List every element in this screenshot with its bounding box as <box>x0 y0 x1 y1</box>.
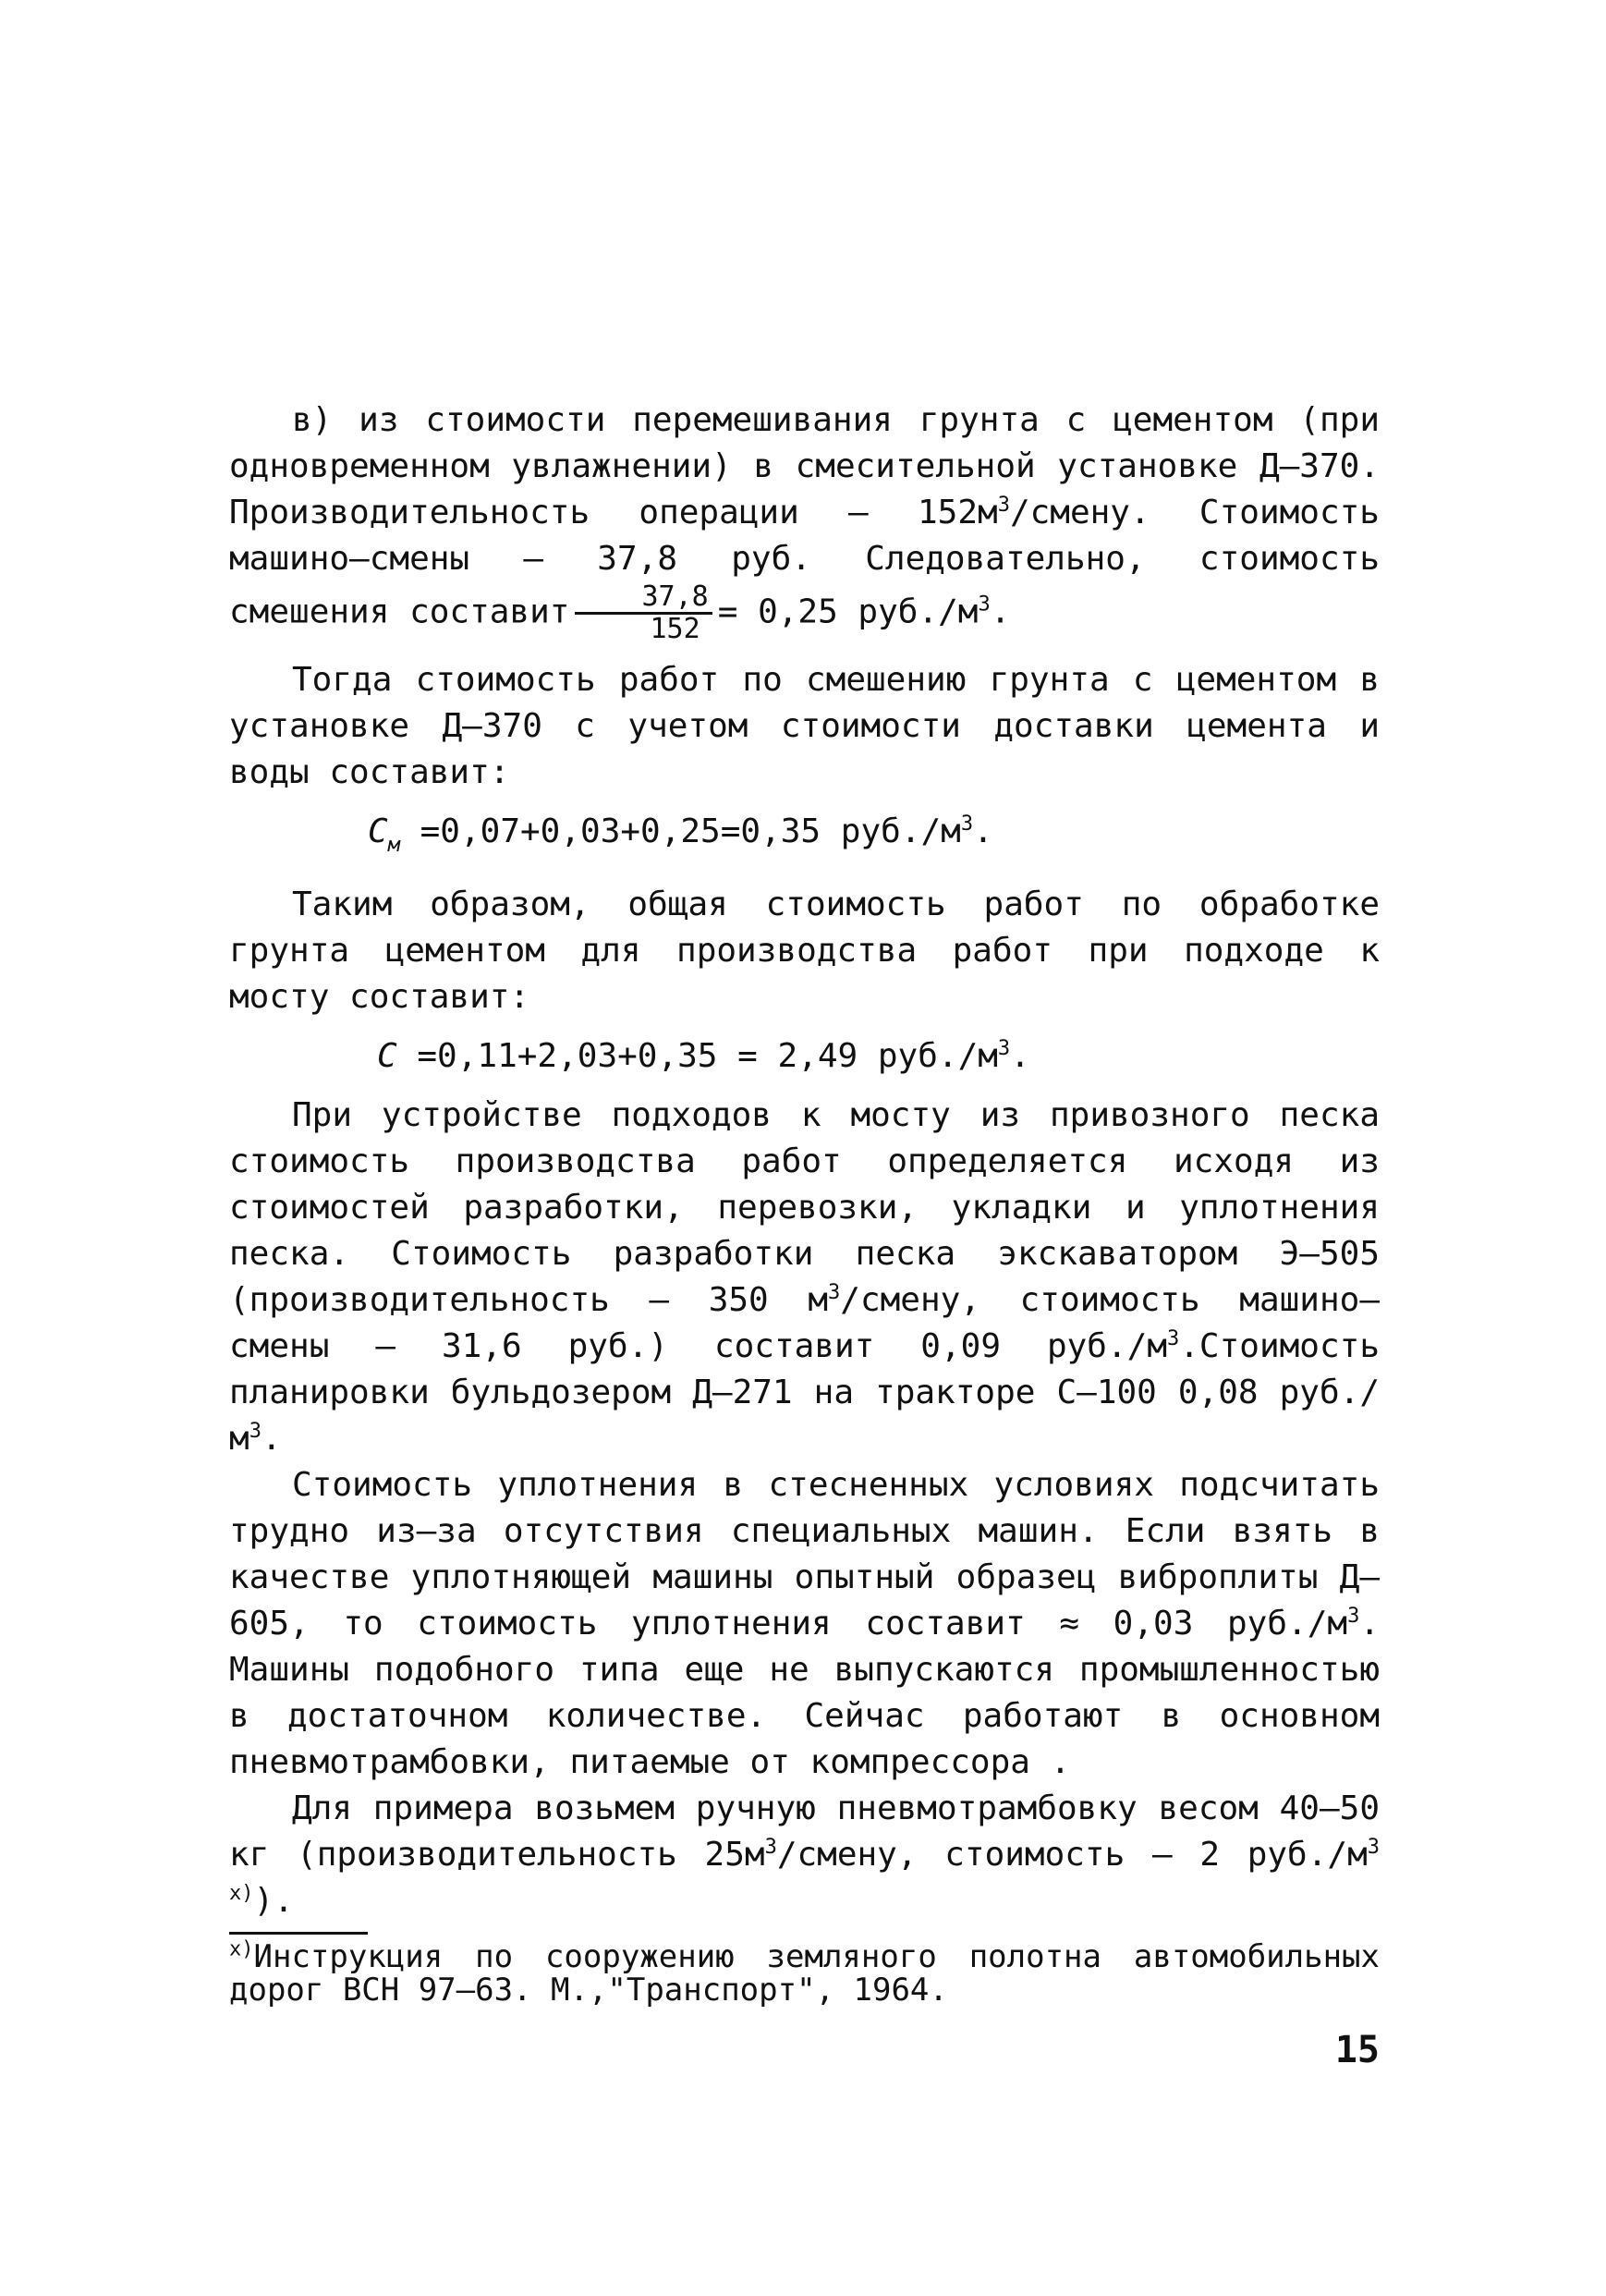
paragraph-sand-cost <box>229 1093 1380 1462</box>
formula-end: . <box>1010 1037 1030 1075</box>
fraction <box>575 582 712 644</box>
superscript: 3 <box>764 1836 777 1859</box>
paragraph-text: При устройстве подходов к мосту из привозного песка стоимость производства работ определяется исходя из стоимостей разработки, перевозки, укладки и уплотнения песка. Стоимость разработки песка экскаватором Э–505 (производительность – 350 м <box>229 1096 1380 1319</box>
formula-c <box>229 1033 1380 1080</box>
footnote-marker: х) <box>229 1937 254 1961</box>
footnote-text: Инструкция по сооружению земляного полотна автомобильных дорог ВСН 97–63. М.,"Транспорт", 1964. <box>229 1938 1380 2009</box>
paragraph-text: . <box>990 592 1011 631</box>
paragraph-example <box>229 1786 1380 1924</box>
superscript: 3 <box>1367 1836 1380 1859</box>
page-body <box>229 397 1380 2007</box>
formula-symbol: C <box>368 812 388 850</box>
superscript: 3 <box>997 494 1010 517</box>
fraction-numerator: 37,8 <box>575 582 712 615</box>
paragraph-text: .Стоимость планировки бульдозером Д–271 на тракторе С–100 0,08 руб./м <box>229 1327 1380 1458</box>
footnote-divider <box>229 1932 368 1935</box>
paragraph-text: в) из стоимости перемешивания грунта с цементом (при одновременном увлажнении) в смесительной установке Д–370. Производительность операции – 152м <box>229 401 1380 531</box>
paragraph-text: /смену. Стоимость машино–смены – 37,8 руб. Следовательно, стоимость смешения составит <box>229 494 1380 631</box>
superscript: 3 <box>1167 1327 1180 1350</box>
paragraph-text: /смену, стоимость машино–смены – 31,6 руб.) составит 0,09 руб./м <box>229 1281 1380 1365</box>
paragraph-text: Для примера возьмем ручную пневмотрамбовку весом 40–50 кг (производительность 25м <box>229 1789 1380 1874</box>
footnote-marker: х) <box>229 1882 254 1905</box>
page-number: 15 <box>1334 2029 1380 2071</box>
formula-expression: =0,07+0,03+0,25=0,35 руб./м <box>420 812 961 850</box>
formula-end: . <box>973 812 993 850</box>
paragraph-text: /смену, стоимость – 2 руб./м <box>776 1836 1368 1874</box>
superscript: 3 <box>978 592 991 617</box>
formula-cm <box>229 809 1380 869</box>
paragraph-text: . <box>261 1420 282 1458</box>
paragraph-text: = 0,25 руб./м <box>717 592 979 631</box>
paragraph-compaction-cost <box>229 1462 1380 1786</box>
formula-subscript: м <box>387 834 400 857</box>
paragraph-text: ). <box>253 1882 294 1920</box>
superscript: 3 <box>249 1420 262 1443</box>
fraction-denominator: 152 <box>650 613 700 645</box>
formula-expression: =0,11+2,03+0,35 = 2,49 руб./м <box>417 1037 998 1075</box>
paragraph-total-cost: Таким образом, общая стоимость работ по обработке грунта цементом для производства работ при подходе к мосту составит: <box>229 885 1380 1016</box>
paragraph-text: Стоимость уплотнения в стесненных условиях подсчитать трудно из–за отсутствия специальных машин. Если взять в качестве уплотняющей машины опытный образец виброплиты Д–605, то стоимость уплотнения составит ≈ 0,03 руб./м <box>229 1466 1380 1643</box>
paragraph-text: . Машины подобного типа еще не выпускаются промышленностью в достаточном количестве. Сейчас работают в основном пневмотрамбовки, питаемые от компрессора . <box>229 1605 1380 1781</box>
superscript: 3 <box>960 812 974 836</box>
paragraph-total-mixing: Тогда стоимость работ по смешению грунта с цементом в установке Д–370 с учетом стоимости доставки цемента и воды составит: <box>229 661 1380 791</box>
superscript: 3 <box>997 1037 1011 1060</box>
formula-symbol: C <box>377 1037 397 1075</box>
superscript: 3 <box>1347 1605 1360 1628</box>
footnote <box>229 1937 1380 2009</box>
superscript: 3 <box>828 1281 841 1304</box>
paragraph-mixing-cost <box>229 397 1380 644</box>
